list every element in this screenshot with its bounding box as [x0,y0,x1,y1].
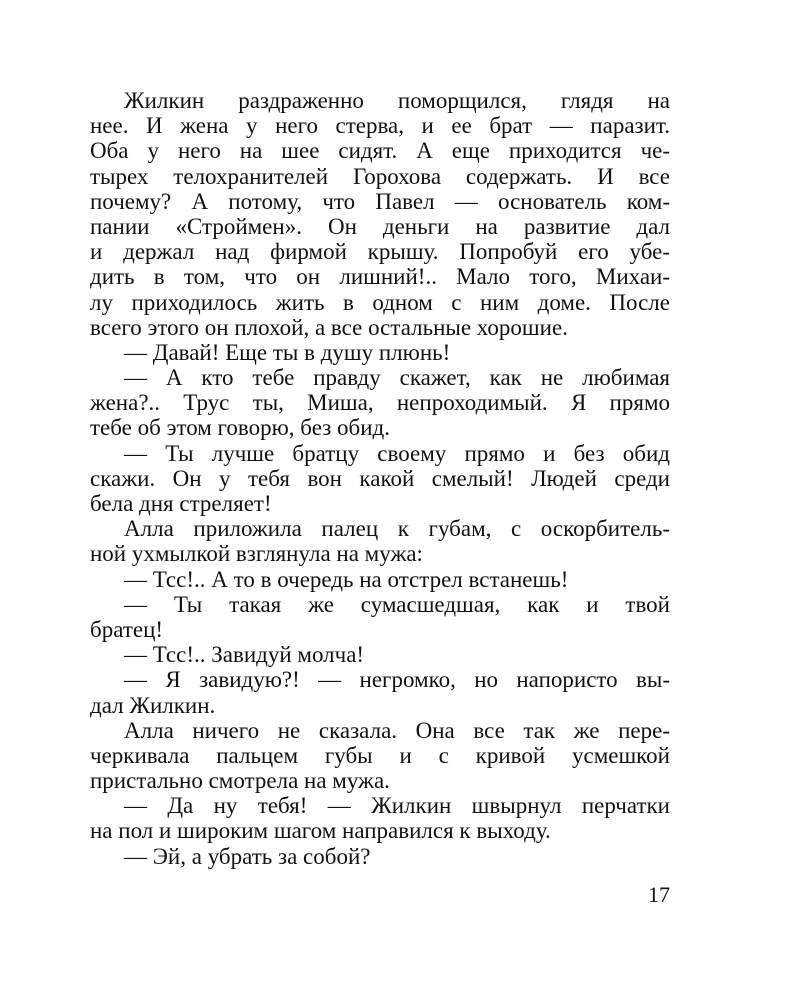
text-line: бела дня стреляет! [90,491,272,516]
text-line: и держал над фирмой крышу. Попробуй его убе- [90,239,670,265]
text-line: — Ты такая же сумасшедшая, как и твой [124,591,670,617]
text-line: — Я завидую?! — негромко, но напористо вы- [124,667,670,693]
body-text [90,88,670,869]
text-line: скажи. Он у тебя вон какой смелый! Людей среди [90,465,670,491]
text-line: — Давай! Еще ты в душу плюнь! [124,339,451,365]
text-line: Жилкин раздраженно поморщился, глядя на [124,88,670,113]
text-line: пристально смотрела на мужа. [90,768,390,794]
text-line: дал Жилкин. [90,692,216,718]
text-line: всего этого он плохой, а все остальные хорошие. [90,314,568,340]
text-line: Оба у него на шее сидят. А еще приходится че- [90,138,670,164]
text-line: — Ты лучше братцу своему прямо и без обид [124,440,670,466]
text-line: жена?.. Трус ты, Миша, непроходимый. Я прямо [90,390,670,416]
text-line: тырех телохранителей Горохова содержать. И все [90,163,670,189]
text-line: — А кто тебе правду скажет, как не любимая [124,365,670,391]
text-line: — Тсс!.. А то в очередь на отстрел встанешь! [124,566,569,592]
text-line: тебе об этом говорю, без обид. [90,415,390,441]
text-line: братец! [90,616,164,642]
text-line: лу приходилось жить в одном с ним доме. После [90,289,670,315]
text-line: Алла приложила палец к губам, с оскорбитель- [124,516,670,542]
text-line: — Да ну тебя! — Жилкин швырнул перчатки [124,793,670,819]
text-line: Алла ничего не сказала. Она все так же пере- [124,717,670,743]
text-line: черкивала пальцем губы и с кривой усмешкой [90,742,670,768]
text-line: почему? А потому, что Павел — основатель ком- [90,188,670,214]
text-line: нее. И жена у него стерва, и ее брат — паразит. [90,113,670,139]
text-line: — Тсс!.. Завидуй молча! [124,642,365,668]
text-line: пании «Строймен». Он деньги на развитие дал [90,213,670,239]
page-number: 17 [648,882,670,907]
text-line: дить в том, что он лишний!.. Мало того, Михаи- [90,264,670,290]
text-line: на пол и широким шагом направился к выходу. [90,818,551,844]
text-line: — Эй, а убрать за собой? [124,843,371,869]
text-line: ной ухмылкой взглянула на мужа: [90,541,423,567]
